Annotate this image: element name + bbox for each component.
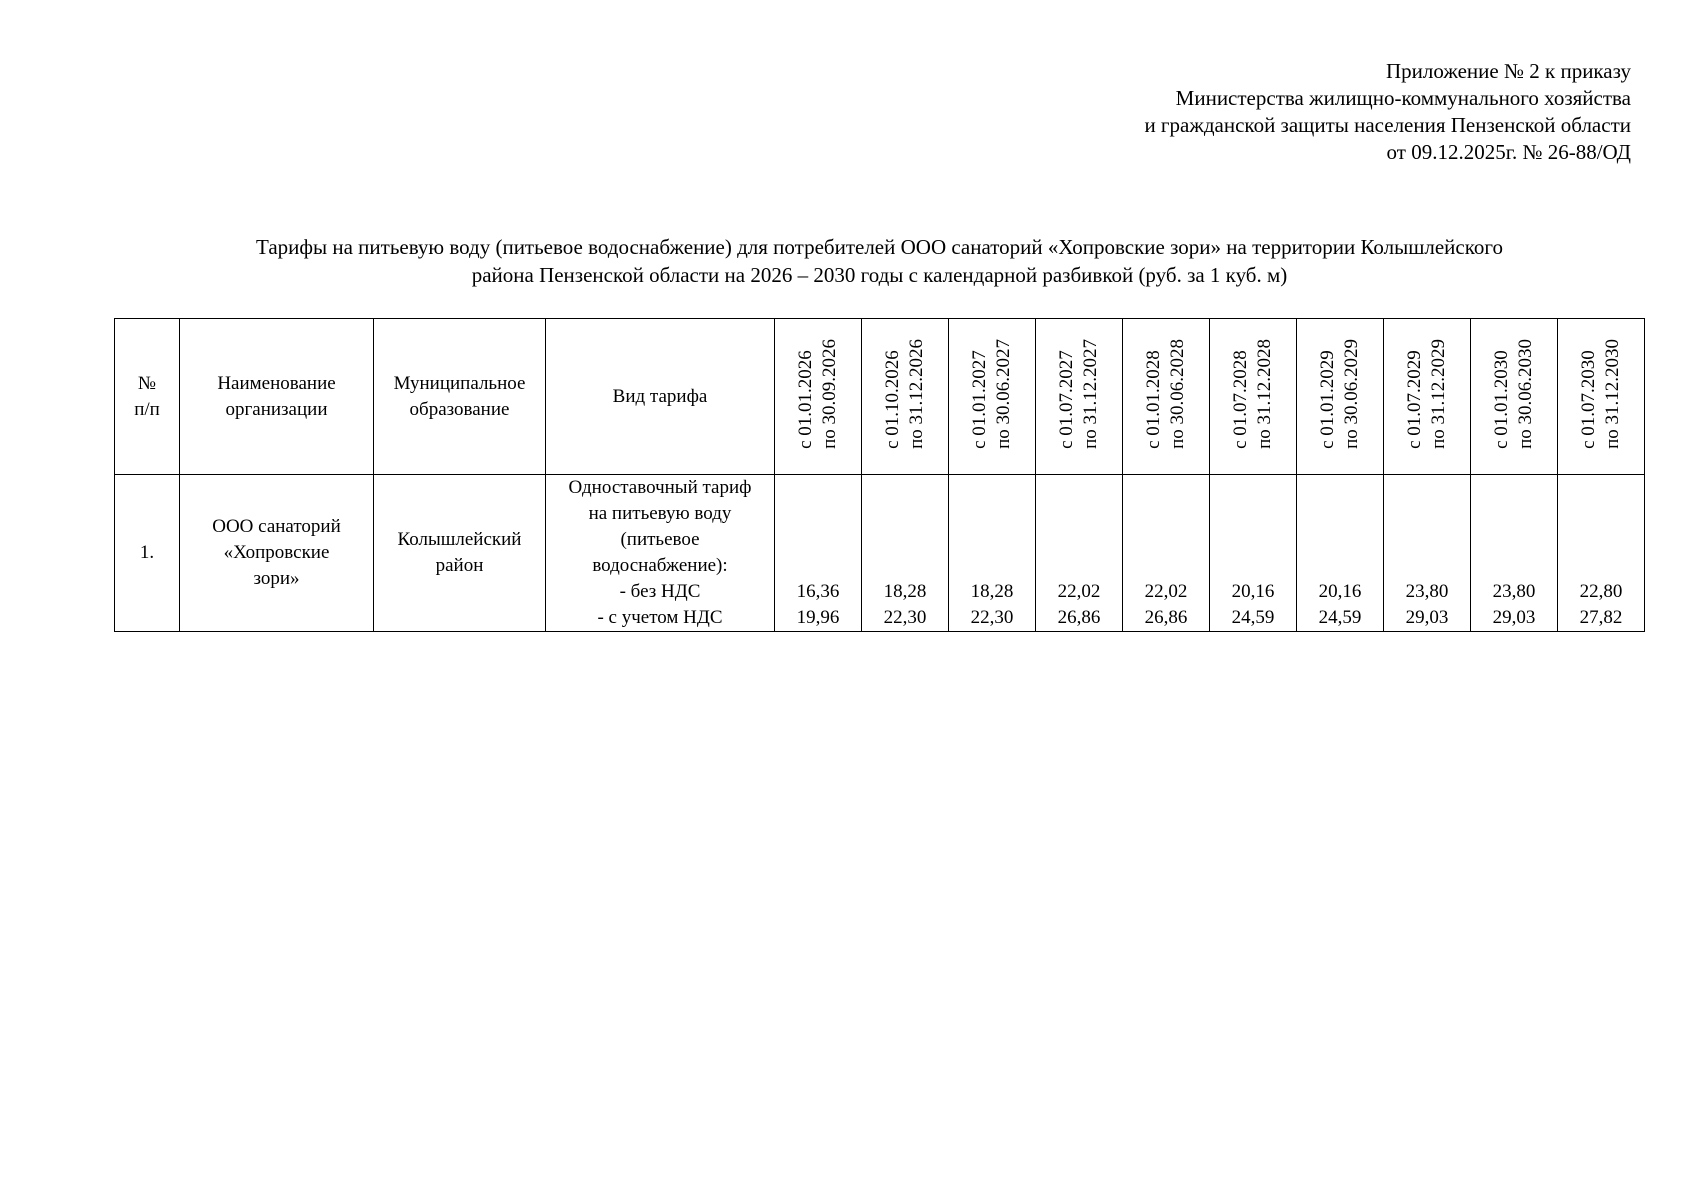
value-no-vat: 23,80 xyxy=(1405,581,1449,602)
value-no-vat: 22,02 xyxy=(1144,581,1188,602)
tariff-value-cell xyxy=(1471,475,1558,632)
tariff-value-cell xyxy=(775,475,862,632)
header-period: с 01.07.2030 по 31.12.2030 xyxy=(1558,319,1645,475)
value-with-vat: 26,86 xyxy=(1144,607,1188,628)
value-with-vat: 29,03 xyxy=(1492,607,1536,628)
value-no-vat: 18,28 xyxy=(883,581,927,602)
value-with-vat: 27,82 xyxy=(1579,607,1623,628)
row-organization: ООО санаторий «Хопровские зори» xyxy=(180,475,374,632)
header-period: с 01.10.2026 по 31.12.2026 xyxy=(862,319,949,475)
value-with-vat: 26,86 xyxy=(1057,607,1101,628)
header-period: с 01.01.2029 по 30.06.2029 xyxy=(1297,319,1384,475)
tariff-value-cell xyxy=(1384,475,1471,632)
header-period: с 01.01.2030 по 30.06.2030 xyxy=(1471,319,1558,475)
header-line: Приложение № 2 к приказу xyxy=(1386,59,1631,83)
header-number: № п/п xyxy=(115,319,180,475)
header-municipality: Муниципальное образование xyxy=(374,319,546,475)
value-with-vat: 24,59 xyxy=(1231,607,1275,628)
document-header xyxy=(1144,58,1631,166)
tariff-value-cell xyxy=(1036,475,1123,632)
title-line: района Пензенской области на 2026 – 2030 годы с календарной разбивкой (руб. за 1 куб. м) xyxy=(471,263,1288,287)
value-no-vat: 20,16 xyxy=(1318,581,1362,602)
document-title xyxy=(0,233,1697,289)
header-organization: Наименование организации xyxy=(180,319,374,475)
value-no-vat: 22,02 xyxy=(1057,581,1101,602)
header-period: с 01.01.2026 по 30.09.2026 xyxy=(775,319,862,475)
value-no-vat: 16,36 xyxy=(796,581,840,602)
header-period: с 01.07.2029 по 31.12.2029 xyxy=(1384,319,1471,475)
value-with-vat: 24,59 xyxy=(1318,607,1362,628)
header-period: с 01.07.2027 по 31.12.2027 xyxy=(1036,319,1123,475)
value-with-vat: 19,96 xyxy=(796,607,840,628)
tariff-value-cell xyxy=(862,475,949,632)
table-header-row xyxy=(115,319,1645,475)
header-period: с 01.01.2027 по 30.06.2027 xyxy=(949,319,1036,475)
header-period: с 01.01.2028 по 30.06.2028 xyxy=(1123,319,1210,475)
header-period: с 01.07.2028 по 31.12.2028 xyxy=(1210,319,1297,475)
row-municipality: Колышлейский район xyxy=(374,475,546,632)
header-line: от 09.12.2025г. № 26-88/ОД xyxy=(1386,140,1631,164)
value-no-vat: 18,28 xyxy=(970,581,1014,602)
tariff-value-cell xyxy=(1297,475,1384,632)
header-tariff-type: Вид тарифа xyxy=(546,319,775,475)
header-line: Министерства жилищно-коммунального хозяйства xyxy=(1175,86,1631,110)
value-with-vat: 22,30 xyxy=(883,607,927,628)
tariff-value-cell xyxy=(1210,475,1297,632)
title-line: Тарифы на питьевую воду (питьевое водоснабжение) для потребителей ООО санаторий «Хопровские зори» на территории Колышлейского xyxy=(256,235,1503,259)
table-row xyxy=(115,475,1645,632)
value-no-vat: 20,16 xyxy=(1231,581,1275,602)
header-line: и гражданской защиты населения Пензенской области xyxy=(1144,113,1631,137)
value-with-vat: 22,30 xyxy=(970,607,1014,628)
tariff-value-cell xyxy=(949,475,1036,632)
tariff-value-cell xyxy=(1123,475,1210,632)
row-number: 1. xyxy=(115,475,180,632)
row-tariff-type: Одноставочный тариф на питьевую воду (питьевое водоснабжение): - без НДС - с учетом НДС xyxy=(546,475,775,632)
value-with-vat: 29,03 xyxy=(1405,607,1449,628)
tariff-table xyxy=(114,318,1645,632)
value-no-vat: 23,80 xyxy=(1492,581,1536,602)
value-no-vat: 22,80 xyxy=(1579,581,1623,602)
tariff-value-cell xyxy=(1558,475,1645,632)
